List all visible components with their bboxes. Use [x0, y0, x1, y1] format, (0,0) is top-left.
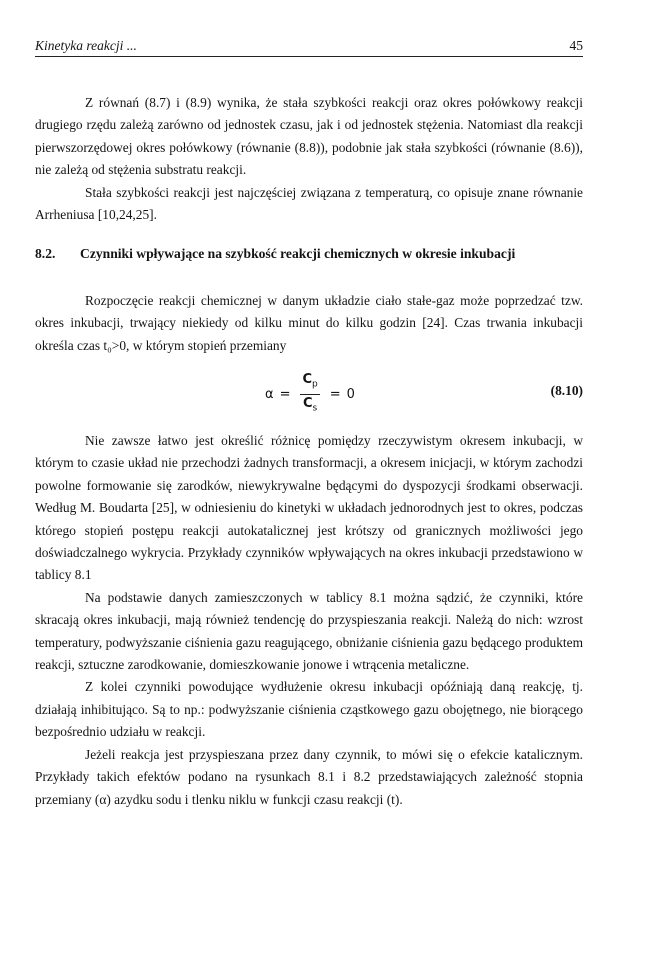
equation-8-10 — [35, 368, 583, 420]
equation-body — [265, 368, 355, 420]
equals-sign: = — [329, 386, 341, 402]
paragraph: Jeżeli reakcja jest przyspieszana przez dany czynnik, to mówi się o efekcie katalicznym. Przykłady takich efektów podano na rysunkach 8.1 i 8.2 przedstawiających zależność stopnia przemiany (α) azydku sodu i tlenku niklu w funkcji czasu reakcji (t). — [35, 746, 583, 807]
running-header — [35, 38, 583, 57]
paragraph: Rozpoczęcie reakcji chemicznej w danym układzie ciało stałe-gaz może poprzedzać tzw. okres inkubacji, trwający niekiedy od kilku minut do kilku godzin [24]. Czas trwania inkubacji określa czas t₀>0, w którym stopień przemiany — [35, 293, 583, 353]
fraction-denominator: $C_s$ — [302, 395, 318, 414]
fraction — [300, 371, 319, 417]
paragraph: Z kolei czynniki powodujące wydłużenie okresu inkubacji opóźniają daną reakcję, tj. działają inhibitująco. Są to np.: podwyższanie ciśnienia cząstkowego gazu obojętnego, nie biorącego bezpośrednio udziału w reakcji. — [35, 679, 583, 740]
section-title: Czynniki wpływające na szybkość reakcji chemicznych w okresie inkubacji — [80, 246, 516, 261]
section-heading — [35, 246, 583, 262]
section-number: 8.2. — [35, 246, 56, 261]
equation-rhs: 0 — [346, 386, 355, 402]
factors-paragraphs — [35, 430, 583, 811]
running-title: Kinetyka reakcji ... — [35, 38, 137, 53]
paragraph: Nie zawsze łatwo jest określić różnicę pomiędzy rzeczywistym okresem inkubacji, w którym to czasie układ nie przechodzi żadnych transformacji, a okresem inicjacji, w którym zachodzi powolne formowanie się zarodków, niewykrywalne będącymi do dyspozycji środkami obserwacji. Według M. Boudarta [25], w odniesieniu do kinetyki w układach jednorodnych jest to okres, podczas którego stopień postępu reakcji autokatalicznej jest krótszy od granicznych możliwości jego doświadczalnego wykrycia. Przykłady czynników wpływających na okres inkubacji przedstawiono w tablicy 8.1 — [35, 433, 583, 583]
equation-number: (8.10) — [550, 383, 583, 398]
paragraph: Stała szybkości reakcji jest najczęściej związana z temperaturą, co opisuje znane równanie Arrheniusa [10,24,25]. — [35, 184, 583, 223]
equals-sign: = — [279, 386, 291, 402]
paragraph: Na podstawie danych zamieszczonych w tablicy 8.1 można sądzić, że czynniki, które skracają okres inkubacji, mają również tendencję do przyspieszania reakcji. Należą do nich: wzrost temperatury, podwyższanie ciśnienia gazu reagującego, obniżanie ciśnienia gazu będącego produktem reakcji, sztuczne zarodkowanie, domieszkowanie jonowe i wtrącenia metaliczne. — [35, 589, 583, 673]
paragraph: Z równań (8.7) i (8.9) wynika, że stała szybkości reakcji oraz okres połówkowy reakcji drugiego rzędu zależą zarówno od jednostek czasu, jak i od jednostek stężenia. Natomiast dla reakcji pierwszorzędowej okres połówkowy (równanie (8.8)), podobnie jak stała szybkości (równanie (8.6)), nie zależą od stężenia substratu reakcji. — [35, 95, 583, 178]
incubation-paragraph — [35, 290, 583, 357]
equation-lhs: α — [265, 386, 274, 402]
fraction-numerator: $C_p$ — [300, 371, 319, 395]
page-number: 45 — [569, 38, 583, 53]
intro-paragraphs — [35, 92, 583, 226]
